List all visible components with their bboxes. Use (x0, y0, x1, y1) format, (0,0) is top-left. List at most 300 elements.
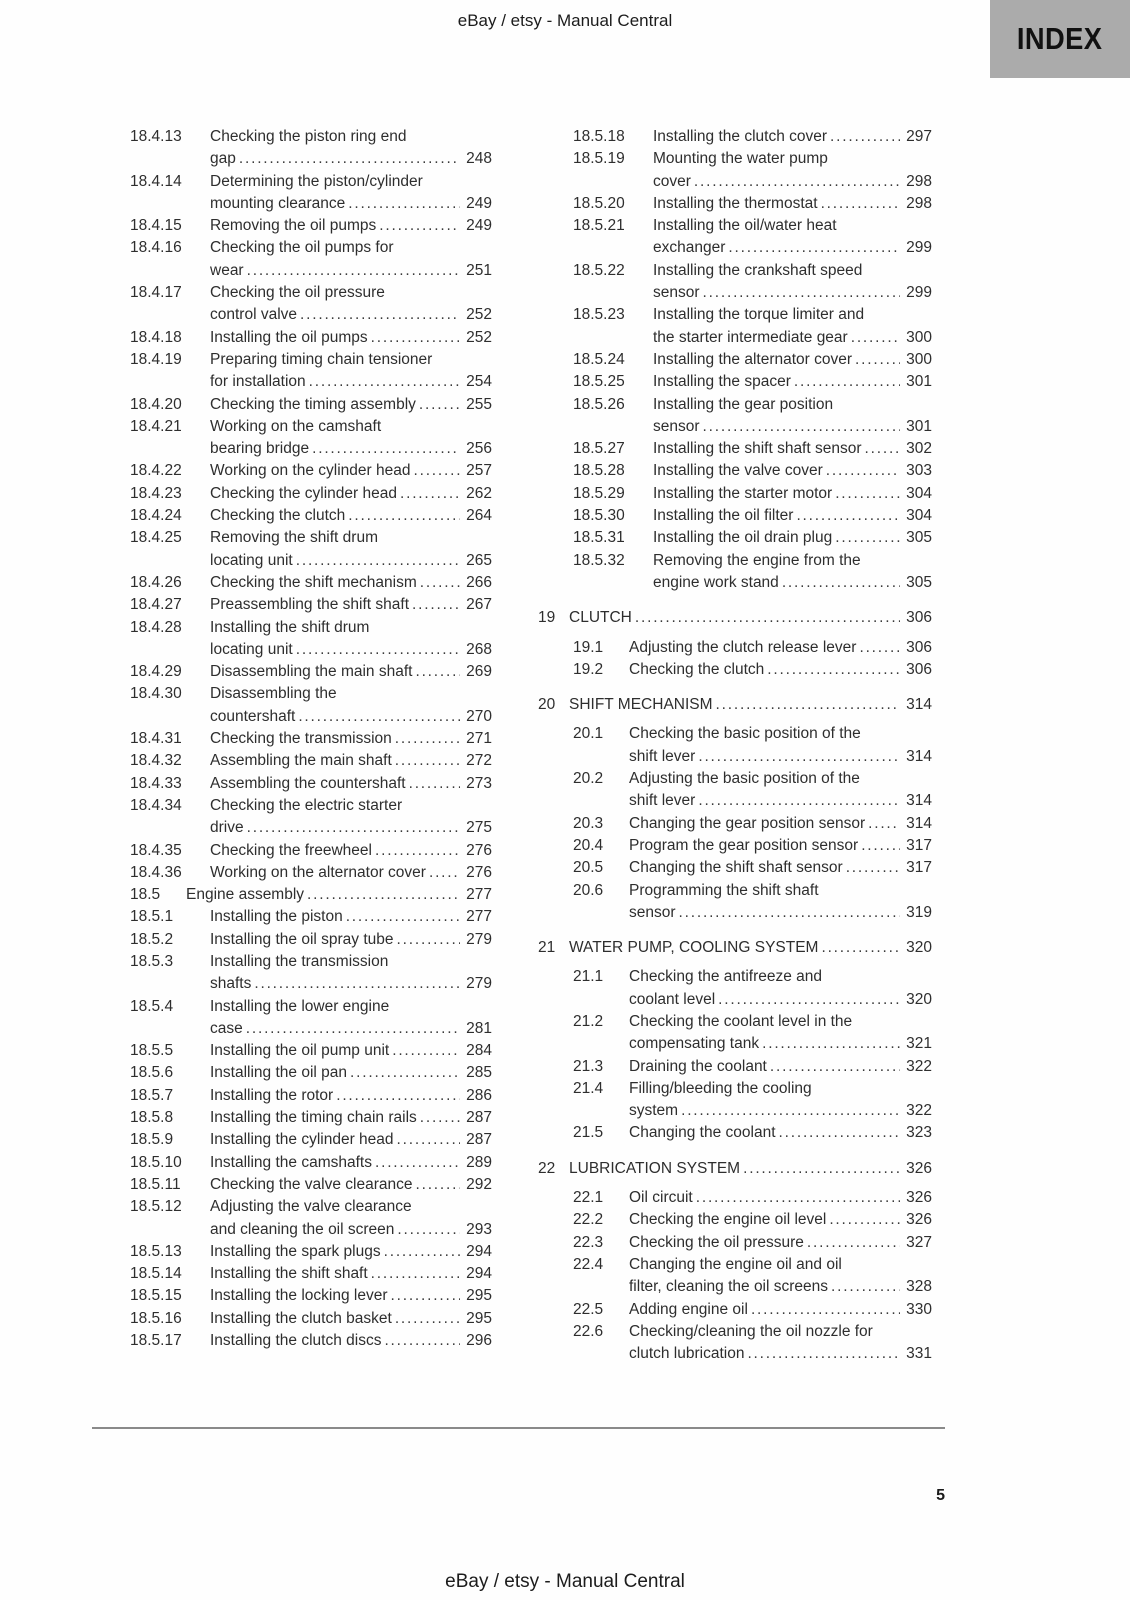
entry-page-number: 273 (466, 774, 492, 792)
section-number: 18.5.32 (573, 551, 625, 569)
entry-last-line (210, 1263, 492, 1285)
toc-entry (130, 795, 492, 840)
entry-last-line (210, 1129, 492, 1151)
entry-last-line (210, 594, 492, 616)
entry-last-line (653, 572, 932, 594)
entry-last-line (210, 840, 492, 862)
entry-body (569, 937, 932, 959)
dot-leader (419, 394, 460, 416)
section-number: 22.3 (573, 1233, 604, 1251)
entry-title-line: Changing the coolant (629, 1124, 776, 1142)
entry-title-line: shafts (210, 975, 252, 993)
entry-title-line: Installing the timing chain rails (210, 1109, 417, 1127)
entry-body (629, 723, 932, 768)
entry-page-number: 294 (466, 1265, 492, 1283)
entry-title-line: Installing the thermostat (653, 194, 818, 212)
entry-title-line: filter, cleaning the oil screens (629, 1278, 829, 1296)
toc-entry (130, 1308, 492, 1330)
entry-body (210, 349, 492, 394)
entry-title-line: bearing bridge (210, 440, 310, 458)
toc-chapter-entry (538, 937, 932, 959)
entry-body (653, 349, 932, 371)
entry-title-line: drive (210, 819, 244, 837)
entry-title-line: Checking the engine oil level (629, 1211, 827, 1229)
entry-page-number: 249 (466, 194, 492, 212)
toc-entry (130, 750, 492, 772)
dot-leader (429, 862, 460, 884)
entry-body (210, 728, 492, 750)
section-number: 21.1 (573, 968, 604, 986)
dot-leader (400, 483, 460, 505)
entry-title-line: Preparing timing chain tensioner (210, 350, 433, 368)
toc-entry (573, 505, 932, 527)
toc-entry (573, 126, 932, 148)
entry-title-line: Removing the oil pumps (210, 217, 377, 235)
entry-title-line: Installing the oil pan (210, 1064, 348, 1082)
section-number: 18.5.24 (573, 350, 625, 368)
entry-body (653, 505, 932, 527)
entry-title-line: compensating tank (629, 1035, 760, 1053)
footer-divider (92, 1427, 945, 1429)
entry-page-number: 252 (466, 328, 492, 346)
entry-body (210, 1196, 492, 1241)
dot-leader (835, 527, 900, 549)
header-title: eBay / etsy - Manual Central (457, 11, 673, 30)
entry-title-line: Checking the cylinder head (210, 484, 397, 502)
entry-title-line: Installing the starter motor (653, 484, 833, 502)
section-number: 18.5.20 (573, 194, 625, 212)
entry-title-line: Removing the engine from the (653, 551, 861, 569)
entry-page-number: 314 (906, 696, 932, 714)
toc-entry (130, 460, 492, 482)
toc-entry (573, 215, 932, 260)
entry-title-line: Checking the timing assembly (210, 395, 416, 413)
section-number: 18.4.34 (130, 796, 182, 814)
entry-body (210, 1040, 492, 1062)
entry-last-line (653, 416, 932, 438)
entry-page-number: 326 (906, 1211, 932, 1229)
entry-last-line (653, 483, 932, 505)
dot-leader (703, 416, 900, 438)
entry-body (629, 1254, 932, 1299)
entry-page-number: 269 (466, 663, 492, 681)
section-number: 20 (538, 696, 556, 714)
entry-last-line (210, 215, 492, 237)
entry-page-number: 297 (906, 128, 932, 145)
entry-title-line: exchanger (653, 239, 726, 257)
entry-page-number: 295 (466, 1309, 492, 1327)
entry-body (210, 1241, 492, 1263)
entry-title-line: sensor (653, 417, 700, 435)
entry-title-line: Engine assembly (186, 886, 305, 904)
dot-leader (346, 906, 460, 928)
entry-body (210, 327, 492, 349)
entry-body (629, 1209, 932, 1231)
toc-entry (130, 282, 492, 327)
section-number: 18.5.2 (130, 930, 174, 948)
entry-title-line: Determining the piston/cylinder (210, 172, 423, 190)
entry-body (210, 683, 492, 728)
dot-leader (420, 1107, 460, 1129)
section-number: 20.3 (573, 814, 604, 832)
section-number: 18.5 (130, 886, 161, 904)
dot-leader (830, 126, 900, 148)
entry-last-line (653, 371, 932, 393)
entry-title-line: Assembling the main shaft (210, 752, 392, 770)
entry-page-number: 285 (466, 1064, 492, 1082)
toc-entry (130, 1062, 492, 1084)
toc-chapter-entry (538, 607, 932, 629)
toc-entry (573, 304, 932, 349)
dot-leader (851, 327, 900, 349)
entry-title-line: Installing the oil pumps (210, 328, 368, 346)
section-number: 18.5.10 (130, 1153, 182, 1171)
entry-body (210, 1085, 492, 1107)
section-number: 22.5 (573, 1300, 604, 1318)
entry-body (569, 1158, 932, 1180)
entry-body (569, 607, 932, 629)
entry-last-line (629, 1299, 932, 1321)
entry-page-number: 327 (906, 1233, 932, 1251)
dot-leader (718, 989, 900, 1011)
entry-title-line: Installing the lower engine (210, 997, 390, 1015)
entry-body (653, 148, 932, 193)
entry-title-line: Program the gear position sensor (629, 836, 859, 854)
entry-last-line (210, 460, 492, 482)
entry-page-number: 300 (906, 350, 932, 368)
toc-entry (573, 527, 932, 549)
section-number: 18.4.33 (130, 774, 182, 792)
toc-entry (573, 349, 932, 371)
dot-leader (384, 1330, 460, 1352)
entry-last-line (210, 394, 492, 416)
entry-page-number: 323 (906, 1124, 932, 1142)
entry-page-number: 319 (906, 903, 932, 921)
dot-leader (859, 637, 900, 659)
entry-title-line: Installing the torque limiter and (653, 306, 865, 324)
entry-last-line (210, 260, 492, 282)
entry-title-line: control valve (210, 306, 298, 324)
entry-page-number: 317 (906, 859, 932, 877)
entry-last-line (629, 835, 932, 857)
section-number: 18.4.19 (130, 350, 182, 368)
toc-entry (573, 483, 932, 505)
section-number: 18.5.18 (573, 128, 625, 145)
entry-title-line: Checking the oil pumps for (210, 239, 394, 257)
toc-entry (573, 857, 932, 879)
toc-entry (573, 813, 932, 835)
dot-leader (296, 550, 460, 572)
section-number: 18.4.16 (130, 239, 182, 257)
entry-body (210, 594, 492, 616)
entry-title-line: Checking the clutch (629, 660, 765, 678)
section-number: 18.5.25 (573, 373, 625, 391)
entry-page-number: 320 (906, 939, 932, 957)
entry-last-line (210, 973, 492, 995)
entry-body (653, 483, 932, 505)
dot-leader (831, 1276, 900, 1298)
entry-last-line (653, 460, 932, 482)
toc-entry (130, 416, 492, 461)
entry-title-line: Disassembling the main shaft (210, 663, 413, 681)
entry-title-line: Installing the spark plugs (210, 1242, 381, 1260)
entry-page-number: 251 (466, 261, 492, 279)
entry-page-number: 277 (466, 886, 492, 904)
entry-title-line: Checking the piston ring end (210, 128, 407, 145)
entry-last-line (186, 884, 492, 906)
entry-page-number: 300 (906, 328, 932, 346)
entry-title-line: Installing the crankshaft speed (653, 261, 863, 279)
section-number: 22 (538, 1159, 556, 1177)
toc-entry (130, 126, 492, 171)
toc-entry (130, 617, 492, 662)
entry-last-line (569, 607, 932, 629)
dot-leader (395, 750, 460, 772)
entry-body (186, 884, 492, 906)
footer-title: eBay / etsy - Manual Central (445, 1571, 685, 1592)
entry-body (210, 996, 492, 1041)
entry-body (629, 637, 932, 659)
toc-entry (573, 723, 932, 768)
entry-last-line (210, 1040, 492, 1062)
entry-body (210, 416, 492, 461)
entry-last-line (653, 282, 932, 304)
dot-leader (348, 193, 460, 215)
entry-body (653, 527, 932, 549)
page-number: 5 (936, 1487, 945, 1504)
entry-last-line (569, 694, 932, 716)
entry-last-line (629, 1276, 932, 1298)
section-number: 18.5.29 (573, 484, 625, 502)
entry-page-number: 292 (466, 1175, 492, 1193)
entry-page-number: 331 (906, 1345, 932, 1363)
entry-title-line: mounting clearance (210, 194, 346, 212)
section-number: 18.5.26 (573, 395, 625, 413)
section-number: 18.4.13 (130, 128, 182, 145)
section-number: 18.5.22 (573, 261, 625, 279)
entry-last-line (210, 550, 492, 572)
dot-leader (826, 460, 900, 482)
dot-leader (635, 607, 900, 629)
entry-body (653, 550, 932, 595)
toc-entry (130, 840, 492, 862)
entry-last-line (210, 1285, 492, 1307)
section-number: 18.4.25 (130, 529, 182, 547)
entry-last-line (653, 126, 932, 148)
section-number: 18.5.31 (573, 529, 625, 547)
dot-leader (397, 929, 460, 951)
entry-body (210, 773, 492, 795)
dot-leader (821, 937, 900, 959)
entry-title-line: countershaft (210, 707, 296, 725)
dot-leader (348, 505, 460, 527)
toc-columns (95, 126, 932, 1365)
section-number: 20.1 (573, 725, 604, 743)
entry-title-line: Installing the cylinder head (210, 1131, 394, 1149)
entry-body (210, 237, 492, 282)
toc-entry (130, 237, 492, 282)
entry-title-line: Mounting the water pump (653, 150, 828, 168)
entry-title-line: Checking the transmission (210, 730, 392, 748)
entry-title-line: Installing the oil/water heat (653, 217, 837, 235)
entry-title-line: Filling/bleeding the cooling (629, 1079, 812, 1097)
dot-leader (703, 282, 900, 304)
entry-body (210, 483, 492, 505)
entry-title-line: wear (210, 261, 244, 279)
entry-body (653, 193, 932, 215)
section-number: 18.5.5 (130, 1042, 174, 1060)
entry-last-line (653, 237, 932, 259)
entry-body (210, 661, 492, 683)
entry-title-line: Adjusting the basic position of the (629, 770, 860, 788)
toc-entry (130, 1241, 492, 1263)
entry-body (210, 1107, 492, 1129)
entry-last-line (210, 1107, 492, 1129)
entry-title-line: Checking the oil pressure (629, 1233, 804, 1251)
toc-entry (130, 1330, 492, 1352)
entry-last-line (210, 1018, 492, 1040)
entry-title-line: and cleaning the oil screen (210, 1220, 395, 1238)
entry-body (210, 1062, 492, 1084)
entry-body (629, 768, 932, 813)
entry-page-number: 296 (466, 1332, 492, 1350)
dot-leader (747, 1343, 900, 1365)
entry-title-line: Working on the camshaft (210, 417, 382, 435)
toc-entry (130, 1085, 492, 1107)
entry-page-number: 276 (466, 863, 492, 881)
entry-last-line (210, 929, 492, 951)
entry-body (210, 215, 492, 237)
section-number: 18.5.17 (130, 1332, 182, 1350)
entry-page-number: 304 (906, 484, 932, 502)
dot-leader (296, 639, 460, 661)
entry-title-line: Checking the antifreeze and (629, 968, 823, 986)
entry-title-line: LUBRICATION SYSTEM (569, 1159, 741, 1177)
entry-last-line (629, 902, 932, 924)
toc-entry (130, 683, 492, 728)
section-number: 18.5.14 (130, 1265, 182, 1283)
entry-page-number: 322 (906, 1057, 932, 1075)
entry-page-number: 266 (466, 573, 492, 591)
section-number: 18.4.36 (130, 863, 182, 881)
toc-entry (573, 1299, 932, 1321)
section-number: 18.5.3 (130, 952, 174, 970)
entry-title-line: Changing the shift shaft sensor (629, 859, 843, 877)
section-number: 18.4.29 (130, 663, 182, 681)
entry-last-line (210, 483, 492, 505)
dot-leader (835, 483, 900, 505)
entry-last-line (653, 193, 932, 215)
section-number: 18.5.15 (130, 1287, 182, 1305)
dot-leader (415, 1174, 460, 1196)
dot-leader (397, 1129, 460, 1151)
entry-last-line (210, 773, 492, 795)
entry-title-line: coolant level (629, 990, 716, 1008)
entry-body (210, 1330, 492, 1352)
dot-leader (420, 572, 460, 594)
section-number: 21.5 (573, 1124, 604, 1142)
entry-page-number: 305 (906, 573, 932, 591)
toc-entry (130, 215, 492, 237)
entry-title-line: Checking the shift mechanism (210, 573, 417, 591)
toc-entry (573, 966, 932, 1011)
entry-body (629, 880, 932, 925)
dot-leader (679, 902, 900, 924)
entry-title-line: Programming the shift shaft (629, 881, 819, 899)
entry-last-line (210, 639, 492, 661)
entry-title-line: Installing the oil filter (653, 507, 794, 525)
toc-entry (130, 1263, 492, 1285)
entry-last-line (629, 1033, 932, 1055)
entry-title-line: Installing the camshafts (210, 1153, 372, 1171)
entry-title-line: Preassembling the shift shaft (210, 596, 410, 614)
dot-leader (375, 840, 460, 862)
entry-body (629, 659, 932, 681)
entry-title-line: Checking/cleaning the oil nozzle for (629, 1322, 873, 1340)
dot-leader (371, 327, 460, 349)
toc-entry (130, 906, 492, 928)
entry-body (210, 951, 492, 996)
dot-leader (395, 728, 460, 750)
toc-entry (573, 193, 932, 215)
entry-page-number: 275 (466, 819, 492, 837)
section-number: 18.5.21 (573, 217, 625, 235)
dot-leader (782, 572, 900, 594)
entry-title-line: Installing the clutch discs (210, 1332, 382, 1350)
section-number: 18.5.4 (130, 997, 174, 1015)
entry-title-line: Removing the shift drum (210, 529, 378, 547)
toc-entry (130, 327, 492, 349)
entry-page-number: 328 (906, 1278, 932, 1296)
entry-body (210, 617, 492, 662)
dot-leader (384, 1241, 460, 1263)
entry-body (653, 304, 932, 349)
dot-leader (254, 973, 460, 995)
entry-last-line (210, 750, 492, 772)
entry-title-line: Installing the shift shaft (210, 1265, 368, 1283)
entry-last-line (629, 1122, 932, 1144)
entry-title-line: system (629, 1102, 679, 1120)
toc-column-right (538, 126, 932, 1365)
toc-entry (130, 1285, 492, 1307)
entry-last-line (210, 371, 492, 393)
entry-body (210, 929, 492, 951)
entry-page-number: 256 (466, 440, 492, 458)
entry-page-number: 303 (906, 462, 932, 480)
entry-title-line: Installing the clutch basket (210, 1309, 392, 1327)
entry-last-line (629, 857, 932, 879)
entry-last-line (629, 1343, 932, 1365)
dot-leader (415, 661, 460, 683)
toc-entry (130, 862, 492, 884)
entry-last-line (629, 1100, 932, 1122)
entry-last-line (629, 746, 932, 768)
entry-last-line (210, 148, 492, 170)
entry-last-line (629, 637, 932, 659)
entry-body (210, 906, 492, 928)
entry-title-line: Draining the coolant (629, 1057, 767, 1075)
entry-body (210, 394, 492, 416)
dot-leader (309, 371, 460, 393)
entry-page-number: 248 (466, 150, 492, 168)
entry-body (629, 1122, 932, 1144)
entry-body (569, 694, 932, 716)
section-number: 18.4.30 (130, 685, 182, 703)
entry-title-line: Installing the locking lever (210, 1287, 388, 1305)
entry-title-line: Adding engine oil (629, 1300, 748, 1318)
entry-title-line: Working on the cylinder head (210, 462, 411, 480)
section-number: 21 (538, 939, 556, 957)
